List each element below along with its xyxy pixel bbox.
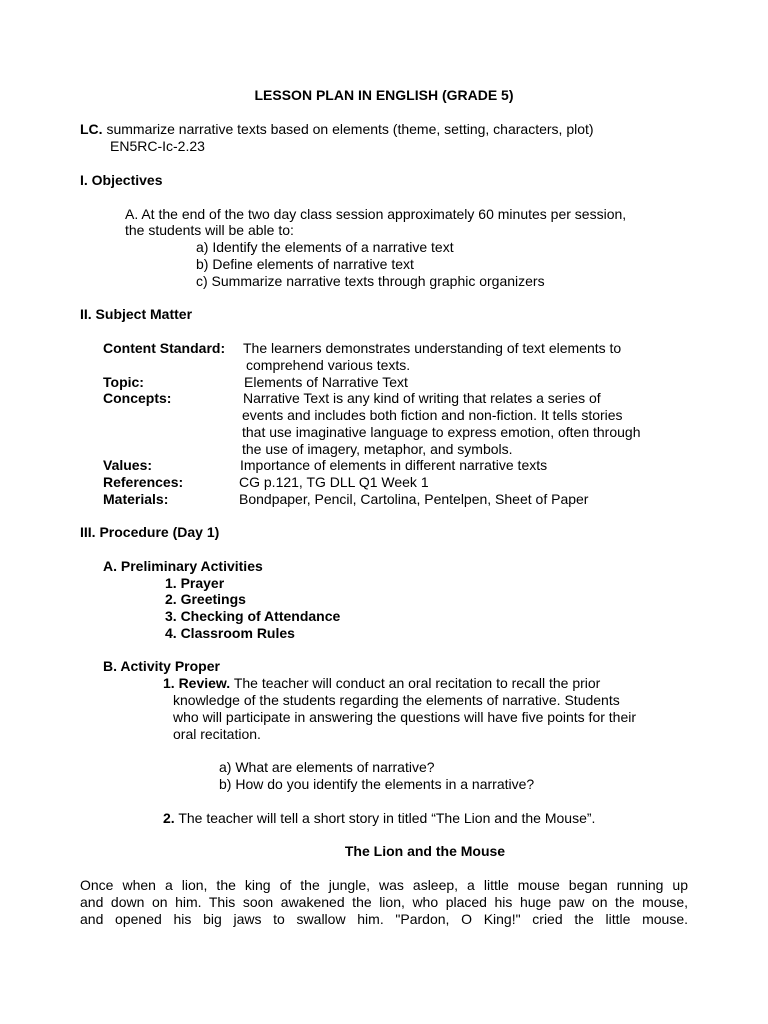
concepts-line: Narrative Text is any kind of writing that relates a series of bbox=[243, 390, 601, 406]
topic-label: Topic: bbox=[103, 374, 144, 390]
objectives-intro-2: the students will be able to: bbox=[125, 222, 294, 238]
objective-item: b) Define elements of narrative text bbox=[196, 256, 414, 272]
content-standard-text: comprehend various texts. bbox=[246, 357, 411, 373]
values-label: Values: bbox=[103, 457, 153, 473]
preliminary-item: 3. Checking of Attendance bbox=[165, 608, 341, 624]
lc-code: EN5RC-Ic-2.23 bbox=[110, 138, 205, 154]
materials-value: Bondpaper, Pencil, Cartolina, Pentelpen, Sheet of Paper bbox=[239, 491, 589, 507]
materials-label: Materials: bbox=[103, 491, 169, 507]
activity-heading: B. Activity Proper bbox=[103, 658, 220, 674]
step-2-line bbox=[163, 810, 595, 827]
concepts-line: that use imaginative language to express emotion, often through bbox=[242, 424, 641, 440]
preliminary-item: 4. Classroom Rules bbox=[165, 625, 295, 641]
learning-competency bbox=[80, 121, 594, 138]
preliminary-heading: A. Preliminary Activities bbox=[103, 558, 263, 574]
lc-label: LC. bbox=[80, 121, 103, 137]
preliminary-item: 2. Greetings bbox=[165, 591, 246, 607]
story-line: and down on him. This soon awakened the lion, who placed his huge paw on the mouse, bbox=[80, 894, 688, 910]
lc-text: summarize narrative texts based on elements (theme, setting, characters, plot) bbox=[106, 121, 594, 137]
review-text: The teacher will conduct an oral recitation to recall the prior bbox=[233, 675, 601, 691]
objective-item: a) Identify the elements of a narrative text bbox=[196, 239, 454, 255]
step-2-text: The teacher will tell a short story in titled “The Lion and the Mouse”. bbox=[178, 810, 596, 826]
content-standard-label: Content Standard: bbox=[103, 340, 226, 356]
review-text: oral recitation. bbox=[173, 726, 261, 742]
references-value: CG p.121, TG DLL Q1 Week 1 bbox=[239, 474, 429, 490]
subject-matter-heading: II. Subject Matter bbox=[80, 306, 193, 322]
story-paragraph bbox=[80, 877, 688, 928]
objectives-heading: I. Objectives bbox=[80, 172, 163, 188]
review-text: knowledge of the students regarding the elements of narrative. Students bbox=[173, 692, 620, 708]
review-text: who will participate in answering the questions will have five points for their bbox=[173, 709, 637, 725]
concepts-line: the use of imagery, metaphor, and symbols. bbox=[242, 441, 513, 457]
preliminary-item: 1. Prayer bbox=[165, 575, 225, 591]
document-title: LESSON PLAN IN ENGLISH (GRADE 5) bbox=[254, 87, 514, 103]
content-standard-text: The learners demonstrates understanding of text elements to bbox=[243, 340, 622, 356]
story-line: Once when a lion, the king of the jungle, was asleep, a little mouse began running up bbox=[80, 877, 688, 893]
story-title: The Lion and the Mouse bbox=[344, 843, 506, 859]
concepts-line: events and includes both fiction and non-fiction. It tells stories bbox=[242, 407, 623, 423]
topic-value: Elements of Narrative Text bbox=[244, 374, 408, 390]
references-label: References: bbox=[103, 474, 184, 490]
review-line bbox=[163, 675, 600, 692]
review-label: 1. Review. bbox=[163, 675, 231, 691]
review-question: a) What are elements of narrative? bbox=[219, 759, 435, 775]
procedure-heading: III. Procedure (Day 1) bbox=[80, 524, 220, 540]
values-value: Importance of elements in different narrative texts bbox=[240, 457, 548, 473]
review-question: b) How do you identify the elements in a narrative? bbox=[219, 776, 535, 792]
objectives-intro-1: A. At the end of the two day class session approximately 60 minutes per session, bbox=[125, 206, 627, 222]
story-line: and opened his big jaws to swallow him. "Pardon, O King!" cried the little mouse. bbox=[80, 911, 688, 927]
concepts-label: Concepts: bbox=[103, 390, 172, 406]
objective-item: c) Summarize narrative texts through graphic organizers bbox=[196, 273, 545, 289]
step-2-label: 2. bbox=[163, 810, 175, 826]
